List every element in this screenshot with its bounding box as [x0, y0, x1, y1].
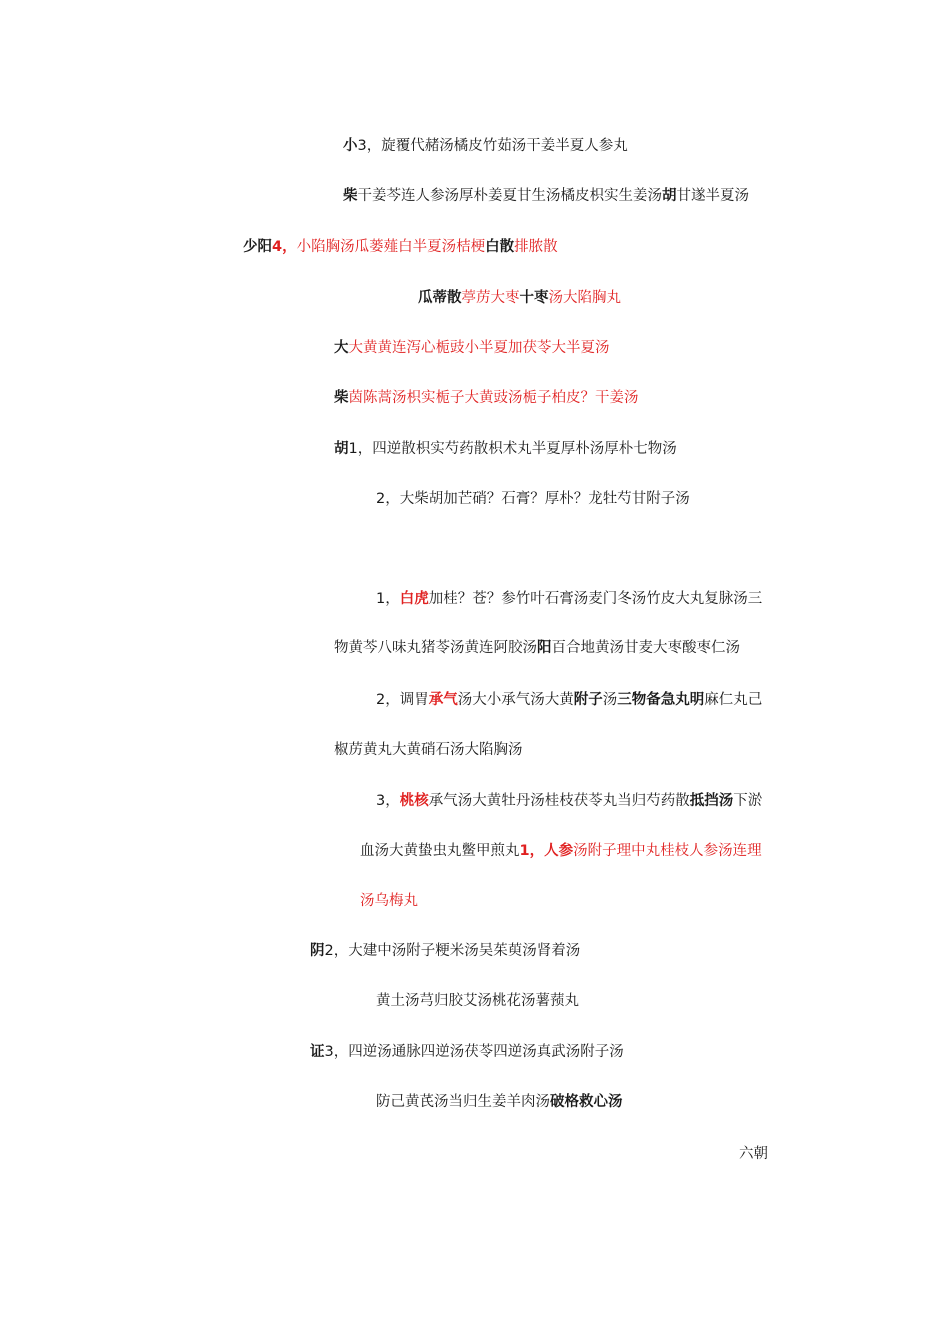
- text-segment: 葶苈大枣: [461, 290, 520, 306]
- text-segment: 甘遂半夏汤: [676, 188, 749, 204]
- text-segment: 汤乌梅丸: [360, 893, 418, 909]
- text-segment: 十枣: [519, 290, 549, 306]
- text-segment: 2，调胃: [376, 692, 429, 708]
- text-line: [376, 690, 762, 710]
- text-line: [418, 288, 621, 308]
- text-line: [310, 1042, 624, 1062]
- text-segment: 椒苈黄丸大黄硝石汤大陷胸汤: [334, 742, 523, 758]
- text-segment: 2，大建中汤附子粳米汤吴茱萸汤肾着汤: [324, 943, 581, 959]
- text-line: [334, 388, 639, 408]
- text-segment: 4，: [272, 239, 297, 255]
- text-segment: 证: [310, 1044, 325, 1060]
- text-segment: 汤大陷胸丸: [548, 290, 621, 306]
- text-line: [360, 841, 762, 861]
- text-segment: 抵挡汤: [689, 793, 734, 809]
- text-line: [243, 237, 558, 257]
- text-line: [360, 891, 418, 911]
- text-segment: 胡: [662, 188, 677, 204]
- text-segment: 承气: [428, 692, 458, 708]
- text-segment: 柴: [334, 390, 349, 406]
- text-line: [376, 489, 690, 509]
- text-segment: 桃核: [399, 793, 429, 809]
- text-segment: 大: [334, 340, 349, 356]
- text-segment: 汤附子理中丸桂枝人参汤连理: [573, 843, 762, 859]
- text-segment: 柴: [343, 188, 358, 204]
- text-line: [334, 638, 740, 658]
- text-segment: 白虎: [399, 591, 429, 607]
- text-segment: 下淤: [733, 793, 763, 809]
- text-line: [343, 136, 628, 156]
- text-line: [343, 186, 749, 206]
- text-segment: 3，: [376, 793, 400, 809]
- text-segment: 破格救心汤: [550, 1094, 623, 1110]
- text-segment: 胡: [334, 441, 349, 457]
- text-segment: 加桂？苍？参竹叶石膏汤麦门冬汤竹皮大丸复脉汤三: [428, 591, 763, 607]
- text-line: [376, 991, 579, 1011]
- text-segment: 血汤大黄蛰虫丸鳖甲煎丸: [360, 843, 520, 859]
- text-line: [376, 1092, 623, 1112]
- text-segment: 3，旋覆代赭汤橘皮竹茹汤干姜半夏人参丸: [357, 138, 628, 154]
- text-segment: 白散: [485, 239, 515, 255]
- text-segment: 阴: [310, 943, 325, 959]
- text-line: [376, 589, 762, 609]
- text-segment: 汤大小承气汤大黄: [457, 692, 574, 708]
- text-segment: 附子: [573, 692, 603, 708]
- text-segment: 3，四逆汤通脉四逆汤茯苓四逆汤真武汤附子汤: [324, 1044, 624, 1060]
- text-segment: 三物备急丸明: [617, 692, 705, 708]
- text-segment: 1，人参: [519, 843, 574, 859]
- text-segment: 小陷胸汤瓜蒌薤白半夏汤桔梗: [296, 239, 486, 255]
- text-segment: 1，四逆散枳实芍药散枳术丸半夏厚朴汤厚朴七物汤: [348, 441, 677, 457]
- text-segment: 防己黄芪汤当归生姜羊肉汤: [376, 1094, 550, 1110]
- text-segment: 百合地黄汤甘麦大枣酸枣仁汤: [551, 640, 740, 656]
- text-segment: 大黄黄连泻心栀豉小半夏加茯苓大半夏汤: [348, 340, 610, 356]
- text-segment: 麻仁丸己: [704, 692, 763, 708]
- text-segment: 排脓散: [514, 239, 558, 255]
- text-segment: 黄土汤芎归胶艾汤桃花汤薯蓣丸: [376, 993, 579, 1009]
- text-segment: 少阳: [243, 239, 272, 255]
- text-line: [334, 439, 677, 459]
- text-segment: 1，: [376, 591, 400, 607]
- text-segment: 六朝: [739, 1146, 768, 1162]
- text-line: [334, 740, 523, 760]
- text-segment: 瓜蒂散: [418, 290, 462, 306]
- text-line: [310, 941, 580, 961]
- text-segment: 承气汤大黄牡丹汤桂枝茯苓丸当归芍药散: [428, 793, 690, 809]
- text-segment: 2，大柴胡加芒硝？石膏？厚朴？龙牡芍甘附子汤: [376, 491, 690, 507]
- text-line: [334, 338, 610, 358]
- text-line: [739, 1144, 768, 1164]
- text-line: [376, 791, 762, 811]
- text-segment: 干姜芩连人参汤厚朴姜夏甘生汤橘皮枳实生姜汤: [357, 188, 662, 204]
- text-segment: 汤: [602, 692, 618, 708]
- text-segment: 阳: [537, 640, 552, 656]
- text-segment: 小: [343, 138, 358, 154]
- text-segment: 茵陈蒿汤枳实栀子大黄豉汤栀子柏皮？干姜汤: [348, 390, 639, 406]
- text-segment: 物黄芩八味丸猪苓汤黄连阿胶汤: [334, 640, 537, 656]
